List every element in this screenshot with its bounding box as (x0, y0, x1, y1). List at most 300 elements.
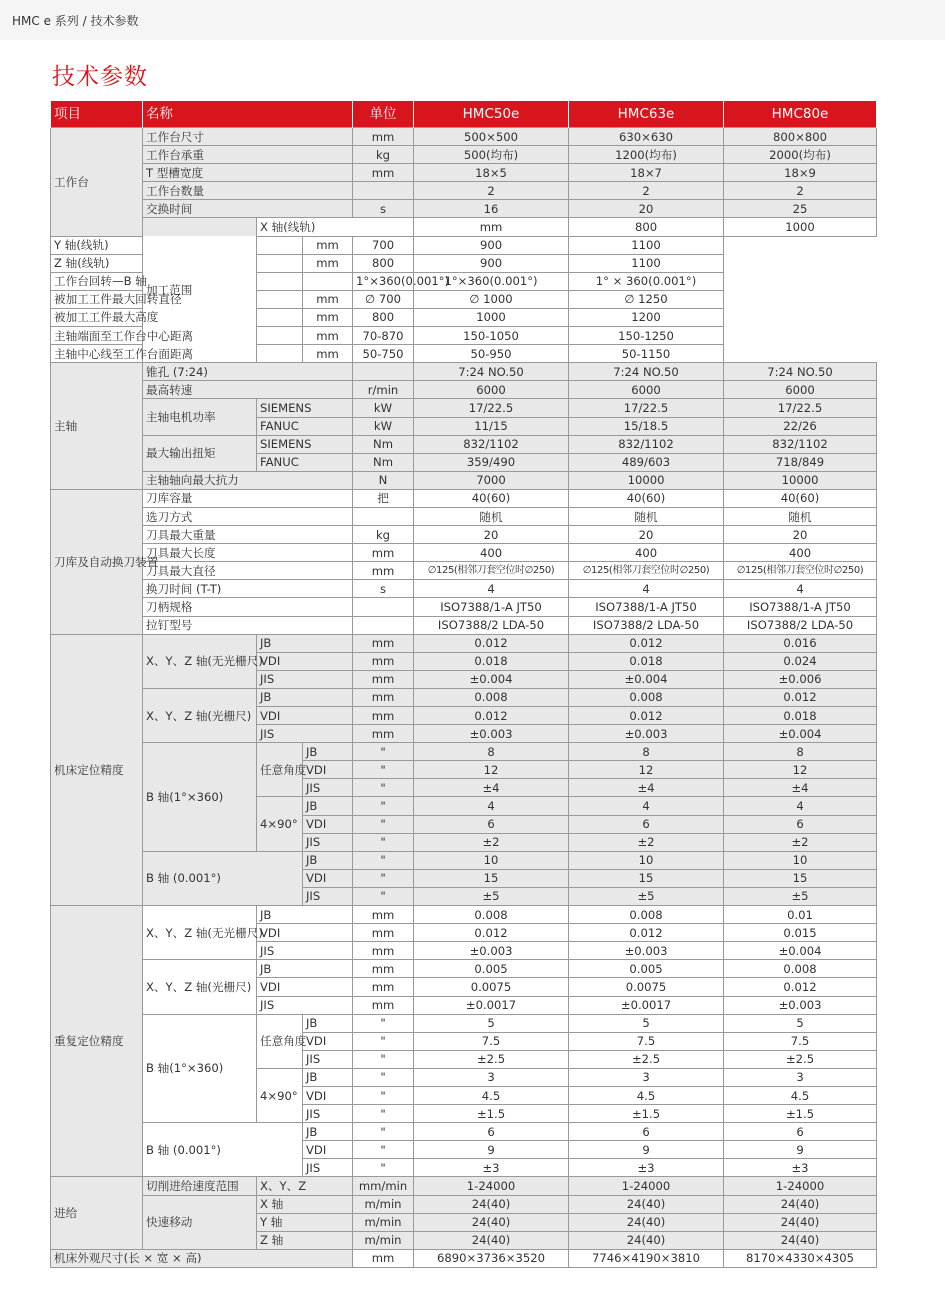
spec-standard: VDI (303, 1141, 353, 1159)
table-row (51, 435, 877, 453)
value-hmc50e: 4.5 (414, 1086, 569, 1104)
value-hmc80e: 25 (724, 200, 877, 218)
spec-unit: Nm (353, 435, 414, 453)
spec-unit: mm (353, 978, 414, 996)
spec-unit: " (353, 1141, 414, 1159)
spec-unit: " (353, 1123, 414, 1141)
value-hmc63e: 0.008 (569, 906, 724, 924)
table-row (51, 218, 877, 236)
value-hmc80e: 24(40) (724, 1195, 877, 1213)
value-hmc63e: 1-24000 (569, 1177, 724, 1195)
table-row (51, 1249, 877, 1267)
value-hmc63e: 1°×360(0.001°) (414, 272, 569, 290)
spec-standard: JB (303, 1014, 353, 1032)
spec-unit: s (353, 580, 414, 598)
spec-sub: VDI (257, 978, 353, 996)
spec-unit: m/min (353, 1213, 414, 1231)
spec-unit: " (353, 743, 414, 761)
value-hmc50e: 0.012 (414, 924, 569, 942)
value-hmc80e: 800×800 (724, 128, 877, 146)
value-hmc50e: 6890×3736×3520 (414, 1249, 569, 1267)
value-hmc80e: 0.01 (724, 906, 877, 924)
value-hmc80e: 15 (724, 869, 877, 887)
spec-name: 主轴中心线至工作台面距离 (51, 345, 303, 363)
value-hmc63e: ±0.0017 (569, 996, 724, 1014)
value-hmc50e: 832/1102 (414, 435, 569, 453)
spec-standard: VDI (303, 761, 353, 779)
spec-unit: " (353, 1050, 414, 1068)
spec-name: 工作台尺寸 (143, 128, 353, 146)
value-hmc63e: 630×630 (569, 128, 724, 146)
value-hmc80e: ±2 (724, 833, 877, 851)
spec-name: B 轴(1°×360) (143, 743, 257, 852)
value-hmc80e: 7:24 NO.50 (724, 363, 877, 381)
spec-sub: JB (257, 634, 353, 652)
value-hmc80e: ±0.006 (724, 670, 877, 688)
spec-standard: VDI (303, 869, 353, 887)
value-hmc63e: 0.005 (569, 960, 724, 978)
spec-name: X、Y、Z 轴(无光栅尺) (143, 906, 257, 960)
value-hmc80e: 718/849 (724, 453, 877, 471)
spec-unit: mm (353, 652, 414, 670)
spec-unit: N (353, 471, 414, 489)
spec-standard: JB (303, 797, 353, 815)
spec-unit: m/min (353, 1231, 414, 1249)
spec-unit: mm (353, 707, 414, 725)
table-row (51, 598, 877, 616)
spec-name: 锥孔 (7:24) (143, 363, 353, 381)
value-hmc50e: 500(均布) (414, 146, 569, 164)
group-label: 机床定位精度 (51, 634, 143, 905)
spec-standard: JB (303, 743, 353, 761)
value-hmc63e: 7.5 (569, 1032, 724, 1050)
spec-unit: mm (353, 1249, 414, 1267)
spec-sub: VDI (257, 707, 353, 725)
value-hmc63e: 6 (569, 815, 724, 833)
spec-name: B 轴(1°×360) (143, 1014, 257, 1123)
spec-sub: JB (257, 906, 353, 924)
value-hmc63e: ±4 (569, 779, 724, 797)
spec-unit: mm (303, 345, 353, 363)
value-hmc50e: 24(40) (414, 1213, 569, 1231)
value-hmc50e: 7000 (414, 471, 569, 489)
spec-unit: " (353, 1068, 414, 1086)
spec-unit (353, 598, 414, 616)
page-title: 技术参数 (52, 64, 148, 90)
table-row (51, 381, 877, 399)
value-hmc50e: 2 (414, 182, 569, 200)
value-hmc50e: 17/22.5 (414, 399, 569, 417)
spec-name: 工作台数量 (143, 182, 353, 200)
header-model-hmc50e: HMC50e (414, 101, 569, 128)
header-unit: 单位 (353, 101, 414, 128)
value-hmc63e: 随机 (569, 507, 724, 525)
value-hmc80e: ±0.003 (724, 996, 877, 1014)
value-hmc80e: 7.5 (724, 1032, 877, 1050)
value-hmc63e: 4 (569, 797, 724, 815)
spec-standard: JB (303, 1123, 353, 1141)
value-hmc80e: 17/22.5 (724, 399, 877, 417)
value-hmc50e: 0.018 (414, 652, 569, 670)
spec-name: 换刀时间 (T-T) (143, 580, 353, 598)
spec-name: 选刀方式 (143, 507, 353, 525)
spec-sub: JIS (257, 670, 353, 688)
value-hmc50e: 16 (414, 200, 569, 218)
value-hmc50e: 70-870 (353, 327, 414, 345)
spec-unit: " (353, 887, 414, 905)
spec-sub: VDI (257, 924, 353, 942)
value-hmc50e: ISO7388/1-A JT50 (414, 598, 569, 616)
value-hmc50e: ∅125(相邻刀套空位时∅250) (414, 562, 569, 580)
value-hmc50e: ±5 (414, 887, 569, 905)
table-row (51, 743, 877, 761)
value-hmc63e: ISO7388/2 LDA-50 (569, 616, 724, 634)
table-row (51, 960, 877, 978)
value-hmc63e: ±3 (569, 1159, 724, 1177)
value-hmc80e: 150-1250 (569, 327, 724, 345)
value-hmc50e: 8 (414, 743, 569, 761)
value-hmc63e: 4 (569, 580, 724, 598)
value-hmc63e: 1200(均布) (569, 146, 724, 164)
value-hmc63e: 2 (569, 182, 724, 200)
spec-sub: X 轴 (257, 1195, 353, 1213)
group-label: 工作台 (51, 128, 143, 237)
spec-sub: JIS (257, 725, 353, 743)
spec-name: 工作台承重 (143, 146, 353, 164)
group-label: 刀库及自动换刀装置 (51, 489, 143, 634)
value-hmc50e: 400 (414, 544, 569, 562)
spec-sub: FANUC (257, 453, 353, 471)
spec-standard: JIS (303, 779, 353, 797)
value-hmc50e: ±0.004 (414, 670, 569, 688)
value-hmc50e: 359/490 (414, 453, 569, 471)
spec-unit: mm (353, 670, 414, 688)
value-hmc80e: 0.015 (724, 924, 877, 942)
value-hmc80e: 4 (724, 797, 877, 815)
value-hmc80e: 0.008 (724, 960, 877, 978)
spec-unit: " (353, 851, 414, 869)
spec-name: Z 轴(线轨) (51, 254, 303, 272)
value-hmc50e: 6 (414, 815, 569, 833)
table-row (51, 164, 877, 182)
value-hmc80e: ∅125(相邻刀套空位时∅250) (724, 562, 877, 580)
table-row (51, 236, 877, 254)
value-hmc63e: 24(40) (569, 1231, 724, 1249)
spec-unit: mm (353, 942, 414, 960)
spec-unit: " (353, 869, 414, 887)
header-item: 项目 (51, 101, 143, 128)
value-hmc50e: ±0.003 (414, 942, 569, 960)
spec-unit: mm (353, 996, 414, 1014)
group-label: 主轴 (51, 363, 143, 490)
value-hmc50e: 1-24000 (414, 1177, 569, 1195)
value-hmc80e: ±3 (724, 1159, 877, 1177)
spec-unit: mm (303, 327, 353, 345)
spec-unit (353, 363, 414, 381)
value-hmc80e: 3 (724, 1068, 877, 1086)
value-hmc63e: 1000 (724, 218, 877, 236)
spec-unit: kg (353, 146, 414, 164)
value-hmc80e: 2 (724, 182, 877, 200)
value-hmc50e: 3 (414, 1068, 569, 1086)
value-hmc80e: 6 (724, 1123, 877, 1141)
spec-name: 被加工工件最大回转直径 (51, 290, 303, 308)
value-hmc50e: 12 (414, 761, 569, 779)
table-row (51, 544, 877, 562)
value-hmc50e: ±0.0017 (414, 996, 569, 1014)
spec-sub: 任意角度 (257, 1014, 303, 1068)
spec-name: 主轴端面至工作台中心距离 (51, 327, 303, 345)
value-hmc63e: ±0.004 (569, 670, 724, 688)
value-hmc80e: 0.012 (724, 688, 877, 706)
spec-unit: mm (353, 634, 414, 652)
value-hmc50e: ±4 (414, 779, 569, 797)
spec-unit: mm (353, 128, 414, 146)
value-hmc50e: 6000 (414, 381, 569, 399)
spec-sub: Z 轴 (257, 1231, 353, 1249)
spec-sub: JB (257, 960, 353, 978)
value-hmc80e: 832/1102 (724, 435, 877, 453)
value-hmc63e: 6 (569, 1123, 724, 1141)
spec-unit: m/min (353, 1195, 414, 1213)
value-hmc50e: ±2.5 (414, 1050, 569, 1068)
value-hmc50e: ±1.5 (414, 1105, 569, 1123)
spec-unit: 把 (353, 489, 414, 507)
value-hmc63e: 7:24 NO.50 (569, 363, 724, 381)
value-hmc50e: 24(40) (414, 1231, 569, 1249)
spec-name: 刀具最大长度 (143, 544, 353, 562)
value-hmc50e: 800 (569, 218, 724, 236)
value-hmc80e: 1100 (569, 236, 724, 254)
value-hmc63e: 4.5 (569, 1086, 724, 1104)
value-hmc80e: ±0.004 (724, 942, 877, 960)
value-hmc80e: 6000 (724, 381, 877, 399)
value-hmc63e: 7746×4190×3810 (569, 1249, 724, 1267)
spec-unit: mm (353, 924, 414, 942)
spec-standard: JIS (303, 887, 353, 905)
value-hmc80e: ±4 (724, 779, 877, 797)
spec-unit: kW (353, 399, 414, 417)
value-hmc50e: 7:24 NO.50 (414, 363, 569, 381)
spec-unit: mm (353, 562, 414, 580)
value-hmc63e: 8 (569, 743, 724, 761)
spec-unit: kg (353, 526, 414, 544)
top-bar (0, 0, 945, 40)
spec-unit: " (353, 797, 414, 815)
spec-unit (303, 272, 353, 290)
value-hmc80e: ±1.5 (724, 1105, 877, 1123)
value-hmc63e: 150-1050 (414, 327, 569, 345)
value-hmc80e: 2000(均布) (724, 146, 877, 164)
spec-name: T 型槽宽度 (143, 164, 353, 182)
value-hmc63e: ±1.5 (569, 1105, 724, 1123)
value-hmc63e: 900 (414, 254, 569, 272)
value-hmc50e: 5 (414, 1014, 569, 1032)
value-hmc50e: 9 (414, 1141, 569, 1159)
spec-unit: " (353, 761, 414, 779)
table-row (51, 308, 877, 326)
spec-unit: mm (303, 308, 353, 326)
value-hmc80e: ISO7388/1-A JT50 (724, 598, 877, 616)
spec-name: 被加工工件最大高度 (51, 308, 303, 326)
value-hmc63e: 12 (569, 761, 724, 779)
value-hmc80e: ±5 (724, 887, 877, 905)
value-hmc63e: 489/603 (569, 453, 724, 471)
header-model-hmc80e: HMC80e (724, 101, 877, 128)
value-hmc63e: 0.0075 (569, 978, 724, 996)
value-hmc50e: 24(40) (414, 1195, 569, 1213)
value-hmc80e: 4 (724, 580, 877, 598)
spec-unit: " (353, 1014, 414, 1032)
spec-sub: SIEMENS (257, 399, 353, 417)
value-hmc63e: 15 (569, 869, 724, 887)
value-hmc80e: ±0.004 (724, 725, 877, 743)
value-hmc63e: 24(40) (569, 1195, 724, 1213)
spec-standard: JB (303, 1068, 353, 1086)
spec-table (50, 100, 877, 1268)
value-hmc50e: 800 (353, 254, 414, 272)
table-row (51, 363, 877, 381)
spec-sub: VDI (257, 652, 353, 670)
value-hmc50e: ±0.003 (414, 725, 569, 743)
spec-name: 最高转速 (143, 381, 353, 399)
table-row (51, 562, 877, 580)
value-hmc63e: 50-950 (414, 345, 569, 363)
spec-name: 刀库容量 (143, 489, 353, 507)
value-hmc50e: 15 (414, 869, 569, 887)
value-hmc50e: ±2 (414, 833, 569, 851)
spec-name: 刀具最大重量 (143, 526, 353, 544)
spec-standard: JIS (303, 1050, 353, 1068)
spec-unit: kW (353, 417, 414, 435)
table-row (51, 1123, 877, 1141)
spec-unit: mm (353, 544, 414, 562)
value-hmc80e: 20 (724, 526, 877, 544)
value-hmc80e: 18×9 (724, 164, 877, 182)
value-hmc80e: ISO7388/2 LDA-50 (724, 616, 877, 634)
table-row (51, 1177, 877, 1195)
value-hmc80e: 1100 (569, 254, 724, 272)
table-row (51, 182, 877, 200)
value-hmc80e: 10 (724, 851, 877, 869)
spec-unit: " (353, 1105, 414, 1123)
value-hmc50e: 7.5 (414, 1032, 569, 1050)
table-row (51, 526, 877, 544)
value-hmc80e: ±2.5 (724, 1050, 877, 1068)
value-hmc50e: 0.012 (414, 634, 569, 652)
table-row (51, 851, 877, 869)
spec-unit: mm (353, 960, 414, 978)
spec-name: 刀柄规格 (143, 598, 353, 616)
value-hmc63e: 900 (414, 236, 569, 254)
spec-standard: JIS (303, 1105, 353, 1123)
value-hmc63e: 5 (569, 1014, 724, 1032)
table-row (51, 471, 877, 489)
table-row (51, 906, 877, 924)
spec-name: X、Y、Z 轴(光栅尺) (143, 688, 257, 742)
value-hmc50e: 0.008 (414, 688, 569, 706)
value-hmc63e: 20 (569, 200, 724, 218)
value-hmc50e: 1°×360(0.001°) (353, 272, 414, 290)
header-model-hmc63e: HMC63e (569, 101, 724, 128)
spec-unit: mm (353, 688, 414, 706)
breadcrumb[interactable]: HMC e 系列 / 技术参数 (12, 14, 139, 28)
value-hmc80e: 0.018 (724, 707, 877, 725)
spec-unit: mm (303, 236, 353, 254)
table-row (51, 1195, 877, 1213)
table-row (51, 128, 877, 146)
spec-sub: SIEMENS (257, 435, 353, 453)
spec-unit: mm (303, 290, 353, 308)
spec-unit: " (353, 1086, 414, 1104)
value-hmc50e: 11/15 (414, 417, 569, 435)
value-hmc63e: ±0.003 (569, 725, 724, 743)
table-row (51, 399, 877, 417)
table-row (51, 345, 877, 363)
table-row (51, 616, 877, 634)
group-label: 重复定位精度 (51, 906, 143, 1177)
spec-name: B 轴 (0.001°) (143, 1123, 303, 1177)
value-hmc80e: 50-1150 (569, 345, 724, 363)
value-hmc80e: 8170×4330×4305 (724, 1249, 877, 1267)
table-row (51, 489, 877, 507)
spec-unit: mm/min (353, 1177, 414, 1195)
spec-table-body (51, 128, 877, 1268)
value-hmc63e: 832/1102 (569, 435, 724, 453)
spec-name: B 轴 (0.001°) (143, 851, 303, 905)
spec-name: 切削进给速度范围 (143, 1177, 257, 1195)
value-hmc80e: ∅ 1250 (569, 290, 724, 308)
value-hmc50e: 40(60) (414, 489, 569, 507)
spec-name: 快速移动 (143, 1195, 257, 1249)
value-hmc63e: ±5 (569, 887, 724, 905)
table-header (51, 101, 877, 128)
value-hmc63e: 3 (569, 1068, 724, 1086)
spec-unit: " (353, 833, 414, 851)
value-hmc80e: 随机 (724, 507, 877, 525)
value-hmc63e: 40(60) (569, 489, 724, 507)
value-hmc50e: 随机 (414, 507, 569, 525)
value-hmc63e: 1000 (414, 308, 569, 326)
spec-unit: " (353, 1032, 414, 1050)
value-hmc50e: 50-750 (353, 345, 414, 363)
spec-unit: mm (353, 906, 414, 924)
spec-unit (353, 616, 414, 634)
value-hmc50e: 18×5 (414, 164, 569, 182)
spec-sub: JB (257, 688, 353, 706)
spec-standard: VDI (303, 1032, 353, 1050)
spec-sub: Y 轴 (257, 1213, 353, 1231)
spec-sub: X、Y、Z (257, 1177, 353, 1195)
value-hmc50e: 0.012 (414, 707, 569, 725)
value-hmc80e: 1° × 360(0.001°) (569, 272, 724, 290)
spec-name: 工作台回转—B 轴 (51, 272, 303, 290)
value-hmc80e: 0.024 (724, 652, 877, 670)
spec-name: Y 轴(线轨) (51, 236, 303, 254)
spec-unit: " (353, 815, 414, 833)
value-hmc50e: 500×500 (414, 128, 569, 146)
spec-unit: mm (303, 254, 353, 272)
value-hmc80e: 24(40) (724, 1213, 877, 1231)
value-hmc63e: ±2.5 (569, 1050, 724, 1068)
value-hmc50e: 20 (414, 526, 569, 544)
spec-unit: mm (353, 725, 414, 743)
value-hmc63e: 18×7 (569, 164, 724, 182)
value-hmc63e: 15/18.5 (569, 417, 724, 435)
value-hmc80e: 0.012 (724, 978, 877, 996)
spec-standard: VDI (303, 815, 353, 833)
spec-name: 刀具最大直径 (143, 562, 353, 580)
